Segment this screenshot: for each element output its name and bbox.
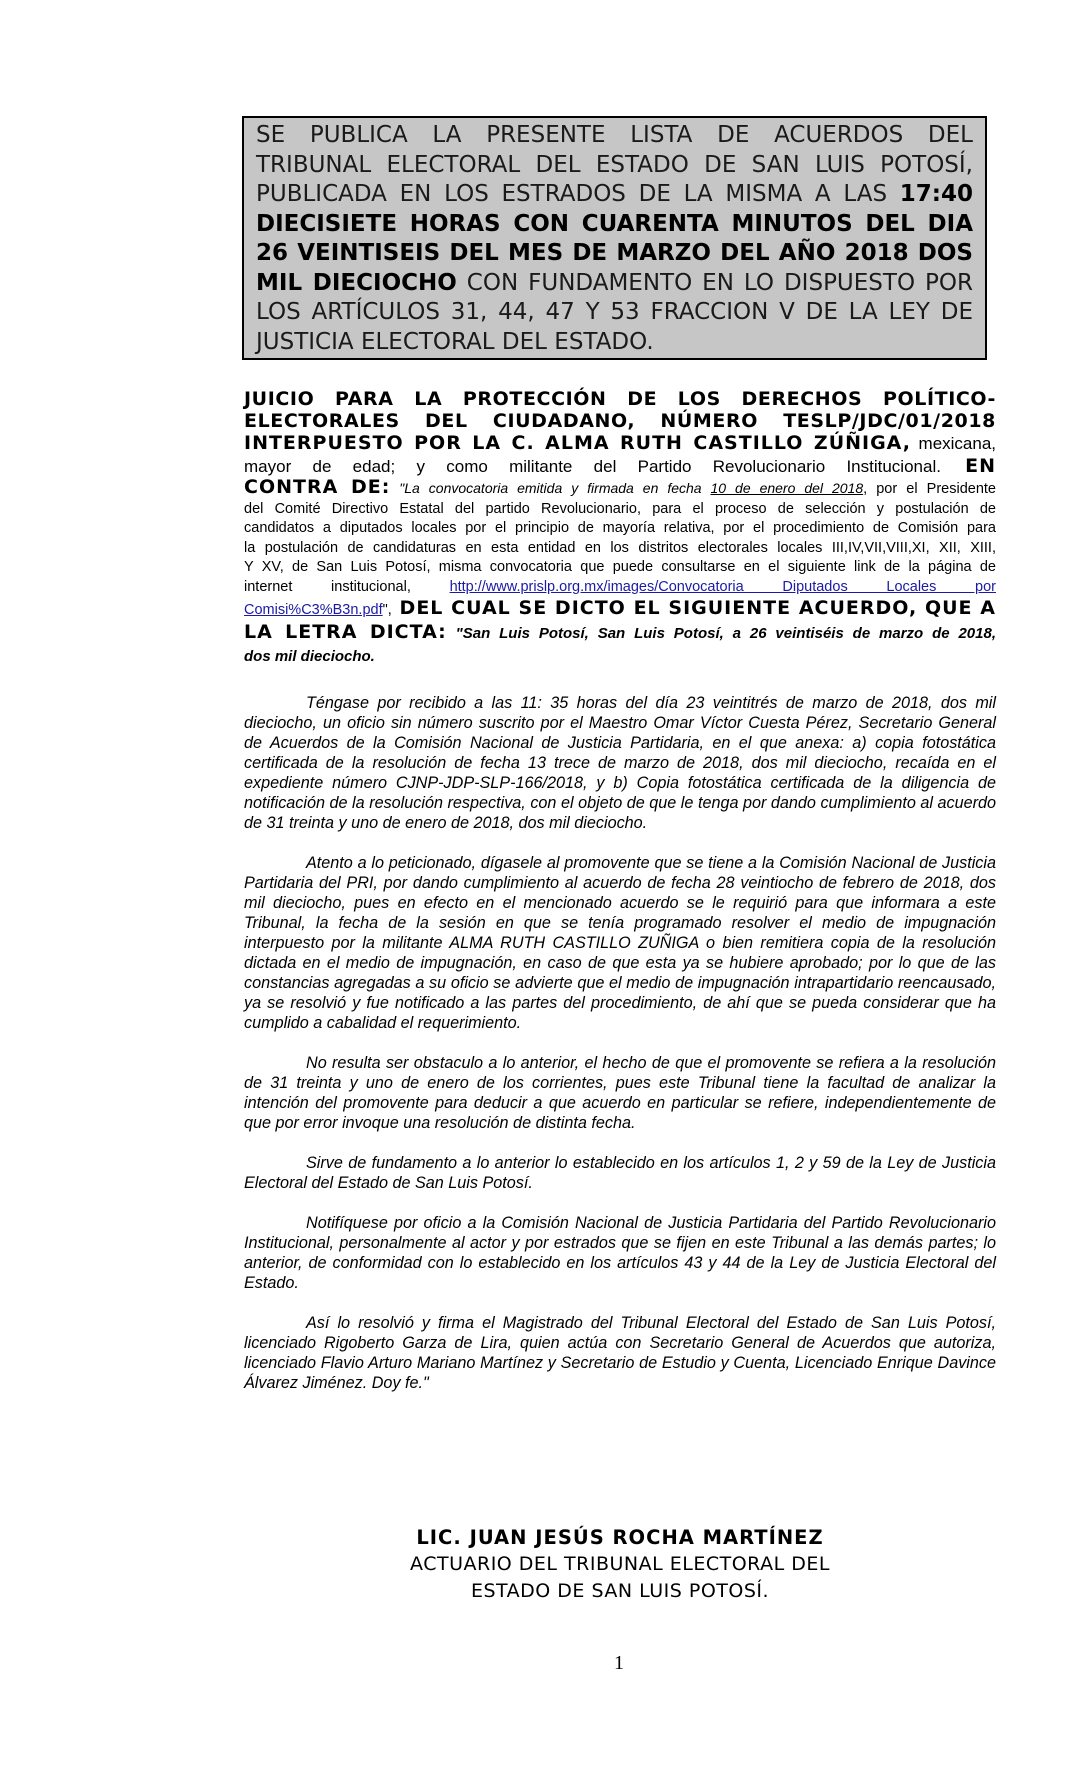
quote-start: "La convocatoria emitida y firmada en fecha (390, 480, 711, 496)
notice-text-bold: 17:40 DIECISIETE HORAS CON CUARENTA MINUTOS DEL DIA 26 VEINTISEIS DEL MES DE MARZO DEL AÑO 2018 DOS MIL DIECIOCHO (256, 181, 973, 296)
notice-text-end: CON FUNDAMENTO EN LO DISPUESTO POR LOS ARTÍCULOS 31, 44, 47 Y 53 FRACCION V DE LA LEY DE JUSTICIA ELECTORAL DEL ESTADO. (256, 269, 973, 355)
agreement-place-date: "San Luis Potosí, San Luis Potosí, a 26 veintiséis de marzo de 2018, (446, 625, 997, 642)
paragraph-foundation: Sirve de fundamento a lo anterior lo establecido en los artículos 1, 2 y 59 de la Ley de Justicia Electoral del Estado de San Luis Potosí. (244, 1154, 996, 1192)
quote-continuation: , por el Presidente (863, 481, 996, 497)
against-label: CONTRA DE: (244, 476, 391, 498)
quote-line-8 (244, 645, 996, 668)
convocatoria-link-end[interactable]: Comisi%C3%B3n.pdf (244, 602, 383, 618)
petitioner-description: mayor de edad; y como militante del Partido Revolucionario Institucional. (244, 457, 941, 476)
case-header (244, 388, 996, 668)
paragraph-notify: Notifíquese por oficio a la Comisión Nacional de Justicia Partidaria del Partido Revolucionario Institucional, personalmente al actor y por estrados que se fijen en este Tribunal a las demás partes; lo anterior, de conformidad con lo establecido en los artículos 43 y 44 de la Ley de Justicia Electoral del Estado. (244, 1214, 996, 1292)
quote-line-2: candidatos a diputados locales por el principio de mayoría relativa, por el procedimiento de Comisión para (244, 520, 996, 536)
against-label-start: EN (940, 455, 996, 477)
quote-line-7 (244, 621, 996, 645)
signatory-title-1: ACTUARIO DEL TRIBUNAL ELECTORAL DEL (410, 1553, 830, 1575)
agreement-intro: DEL CUAL SE DICTO EL SIGUIENTE ACUERDO, QUE A (391, 597, 996, 619)
agreement-year: dos mil dieciocho. (244, 648, 375, 665)
paragraph-resolution: Así lo resolvió y firma el Magistrado del Tribunal Electoral del Estado de San Luis Potosí, licenciado Rigoberto Garza de Lira, quien actúa con Secretario General de Acuerdos que autoriza, licenciado Flavio Arturo Mariano Martínez y Secretario de Estudio y Cuenta, Licenciado Enrique Davince Álvarez Jiménez. Doy fe." (244, 1314, 996, 1392)
quote-line-1: del Comité Directivo Estatal del partido Revolucionario, para el proceso de selección y postulación de (244, 500, 996, 517)
paragraph-received: Téngase por recibido a las 11: 35 horas del día 23 veintitrés de marzo de 2018, dos mil dieciocho, un oficio sin número suscrito por el Maestro Omar Víctor Cuesta Pérez, Secretario General de Acuerdos de la Comisión Nacional de Justicia Partidaria, en el que anexa: a) copia fotostática certificada de la resolución de fecha 13 trece de marzo de 2018, dos mil dieciocho, recaída en el expediente número CJNP-JDP-SLP-166/2018, y b) Copia fotostática certificada de la diligencia de notificación de la resolución respectiva, con el objeto de que le tenga por dando cumplimiento al acuerdo de 31 treinta y uno de enero de 2018, dos mil dieciocho. (244, 694, 996, 832)
case-header-line-5 (244, 478, 996, 500)
paragraph-obstacle: No resulta ser obstaculo a lo anterior, el hecho de que el promovente se refiera a la resolución de 31 treinta y uno de enero de los corrientes, pues este Tribunal tiene la facultad de analizar la intención del promovente para deducir a que acuerdo en particular se refiere, independientemente de que por error invoque una resolución de distinta fecha. (244, 1054, 996, 1132)
signatory-name: LIC. JUAN JESÚS ROCHA MARTÍNEZ (416, 1526, 824, 1549)
quote-date: 10 de enero del 2018 (710, 480, 864, 496)
case-header-line-3 (244, 432, 996, 455)
quote-line-4: Y XV, de San Luis Potosí, misma convocatoria que puede consultarse en el siguiente link de la página de (244, 559, 996, 575)
case-header-line-1: JUICIO PARA LA PROTECCIÓN DE LOS DERECHOS POLÍTICO- (244, 388, 996, 410)
signature-block (340, 1524, 900, 1605)
notice-text-start: SE PUBLICA LA PRESENTE LISTA DE ACUERDOS DEL TRIBUNAL ELECTORAL DEL ESTADO DE SAN LUIS POTOSÍ, PUBLICADA EN LOS ESTRADOS DE LA MISMA A LAS (256, 122, 973, 207)
agreement-body (244, 693, 996, 1413)
page-number: 1 (614, 1652, 624, 1674)
case-header-line-2: ELECTORALES DEL CIUDADANO, NÚMERO TESLP/JDC/01/2018 (244, 410, 996, 432)
agreement-colon: : (438, 621, 447, 643)
petitioner-name: INTERPUESTO POR LA C. ALMA RUTH CASTILLO ZÚÑIGA, (244, 432, 911, 454)
signatory-title-2: ESTADO DE SAN LUIS POTOSÍ. (470, 1580, 770, 1602)
quote-line-5 (244, 578, 996, 598)
paragraph-compliance: Atento a lo peticionado, dígasele al promovente que se tiene a la Comisión Nacional de Justicia Partidaria del PRI, por dando cumplimiento al acuerdo de fecha 28 veintiocho de febrero de 2018, dos mil dieciocho, pues en efecto en el mencionado acuerdo se le requirió para que informara a este Tribunal, la fecha de la sesión en que se tenía programado resolver el medio de impugnación interpuesto por la militante ALMA RUTH CASTILLO ZUÑIGA o bien remitiera copia de la resolución dictada en el medio de impugnación, en caso de que esta ya se hubiere aprobado; por lo que de las constancias agregadas a su oficio se advierte que el medio de impugnación intrapartidario reencausado, ya se resolvió y fue notificado a las partes del procedimiento, de ahí que se pueda considerar que ha cumplido a cabalidad el requerimiento. (244, 854, 996, 1032)
convocatoria-link[interactable]: http://www.prislp.org.mx/images/Convocatoria Diputados Locales por (449, 578, 997, 595)
quote-line-3: la postulación de candidaturas en esta entidad en los distritos electorales locales III,IV,VII,VIII,XI, XII, XIII, (244, 539, 996, 556)
agreement-intro-end: LA LETRA DICTA (244, 621, 439, 643)
case-header-line-4 (244, 455, 996, 478)
quote-close: ", (382, 602, 392, 618)
quote-line-6 (244, 597, 996, 621)
internet-label: internet institucional, (244, 578, 411, 595)
petitioner-nationality: mexicana, (910, 434, 997, 453)
publication-notice-box (242, 116, 987, 360)
